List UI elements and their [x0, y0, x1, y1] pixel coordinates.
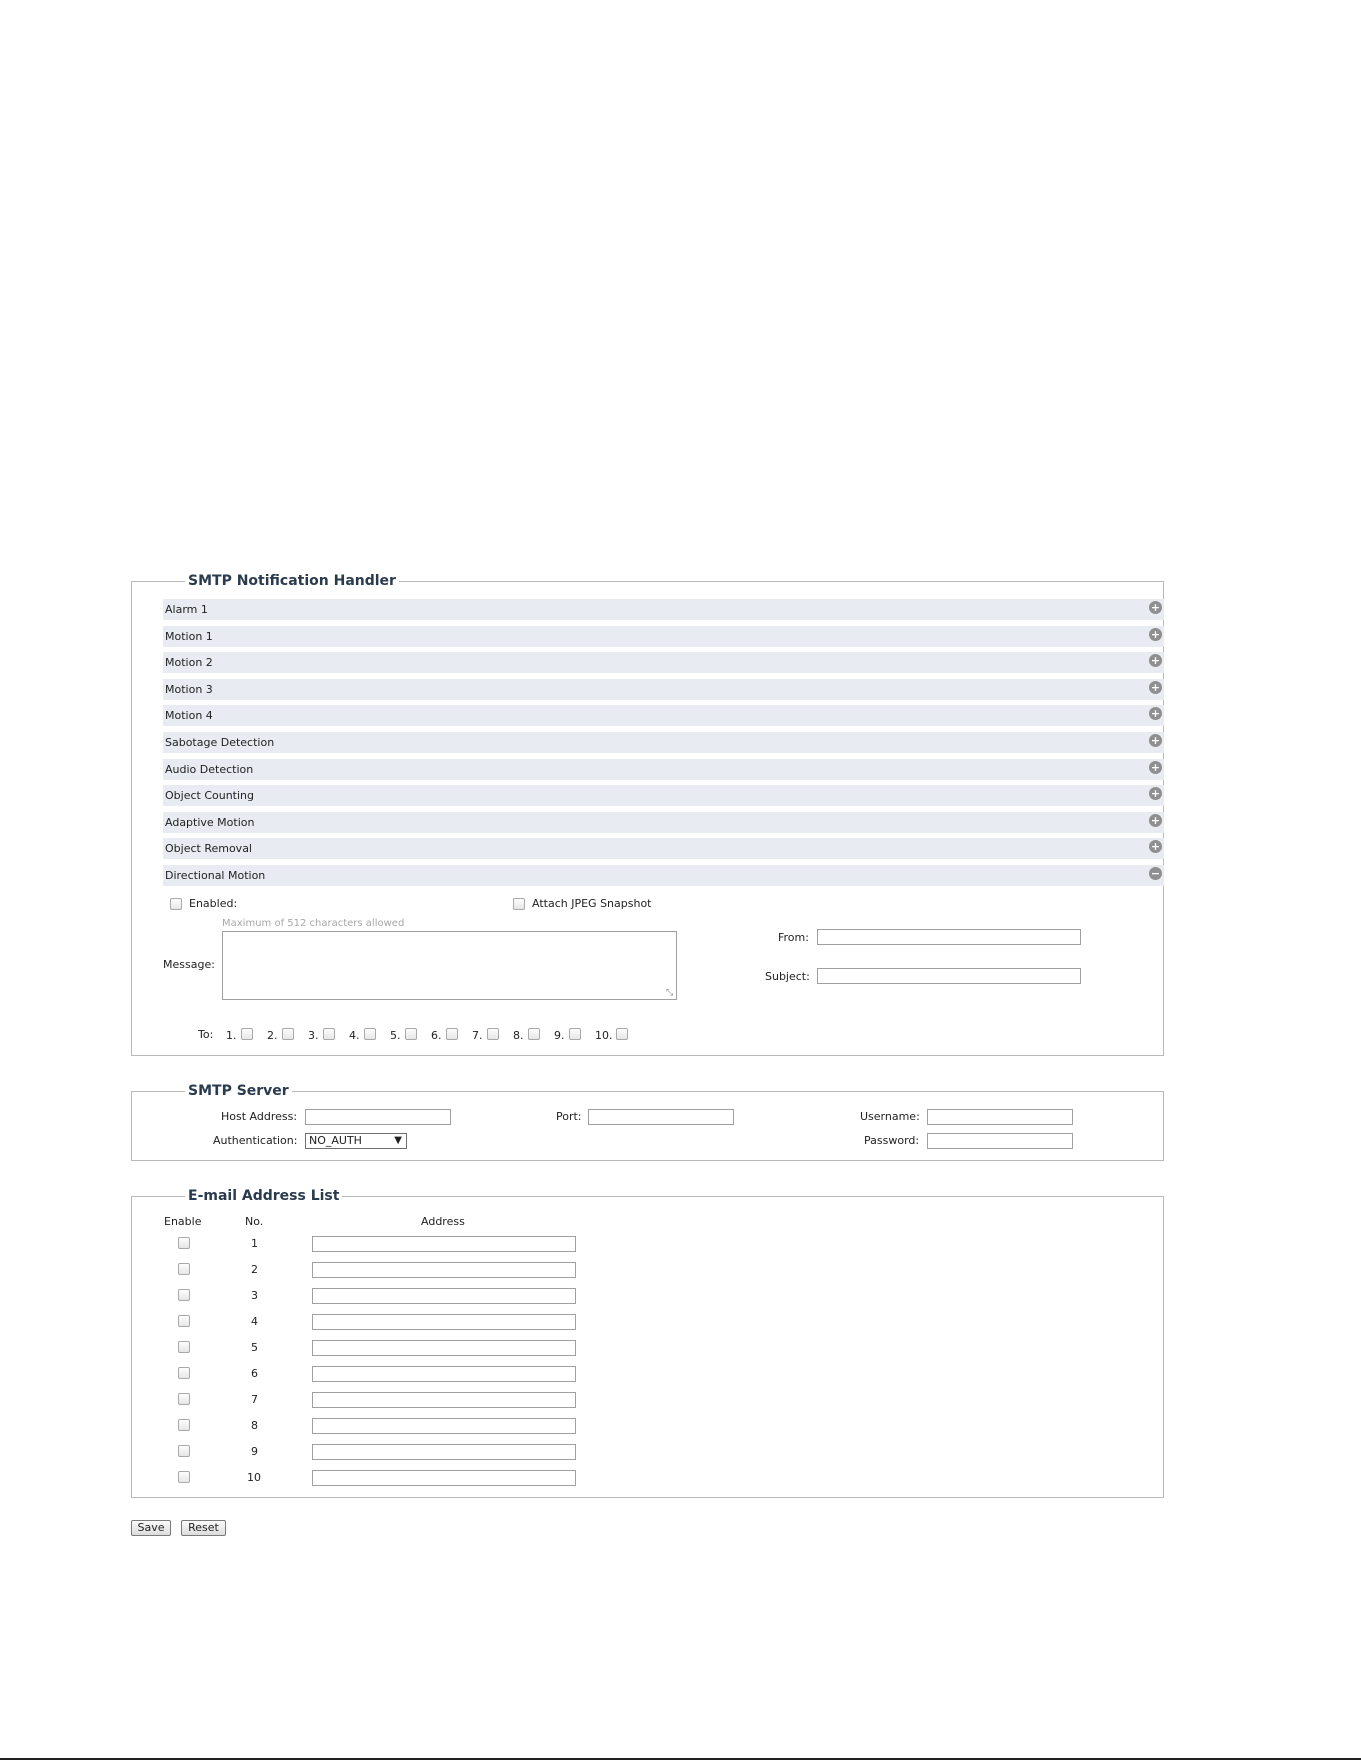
email-address-input[interactable]: [312, 1366, 576, 1382]
event-label: Alarm 1: [165, 603, 208, 616]
email-enable-checkbox[interactable]: [178, 1341, 190, 1353]
to-option-label: 6.: [431, 1029, 442, 1042]
to-option-label: 9.: [554, 1029, 565, 1042]
email-address-list-panel: [131, 1188, 1164, 1498]
email-enable-checkbox[interactable]: [178, 1237, 190, 1249]
attach-jpeg-label: Attach JPEG Snapshot: [532, 897, 652, 910]
event-row[interactable]: [163, 732, 1164, 753]
event-row[interactable]: [163, 679, 1164, 700]
email-row-number: 7: [251, 1393, 258, 1406]
event-row[interactable]: [163, 652, 1164, 673]
reset-button[interactable]: Reset: [181, 1520, 226, 1536]
to-option-label: 4.: [349, 1029, 360, 1042]
email-enable-checkbox[interactable]: [178, 1263, 190, 1275]
password-input[interactable]: [927, 1133, 1073, 1149]
smtp-server-panel: [131, 1083, 1164, 1161]
message-textarea[interactable]: [222, 931, 677, 1000]
event-row[interactable]: [163, 626, 1164, 647]
from-input[interactable]: [817, 929, 1081, 945]
email-row-number: 8: [251, 1419, 258, 1432]
event-label: Motion 2: [165, 656, 213, 670]
host-address-label: Host Address:: [221, 1110, 298, 1123]
event-label: Motion 1: [165, 629, 213, 643]
event-label: Object Removal: [165, 842, 252, 856]
event-label: Sabotage Detection: [165, 736, 275, 749]
event-label: Directional Motion: [165, 869, 266, 882]
event-row[interactable]: [163, 812, 1164, 833]
plus-circle-icon[interactable]: +: [1150, 760, 1161, 774]
subject-label: Subject:: [765, 970, 810, 983]
event-label: Adaptive Motion: [165, 815, 255, 829]
to-recipient-checkbox[interactable]: [241, 1028, 253, 1040]
event-label: Motion 4: [165, 709, 213, 723]
attach-jpeg-checkbox[interactable]: [513, 898, 525, 910]
to-option-label: 2.: [267, 1029, 278, 1042]
email-row-number: 6: [251, 1367, 258, 1380]
to-option-label: 5.: [390, 1029, 401, 1042]
to-recipient-checkbox[interactable]: [487, 1028, 499, 1040]
plus-circle-icon[interactable]: +: [1150, 680, 1161, 694]
port-input[interactable]: [588, 1109, 734, 1125]
event-row[interactable]: [163, 599, 1164, 620]
event-row[interactable]: [163, 838, 1164, 859]
event-row[interactable]: [163, 865, 1164, 886]
email-enable-checkbox[interactable]: [178, 1471, 190, 1483]
smtp-notification-handler-panel: [131, 573, 1164, 1056]
section-title: SMTP Notification Handler: [185, 572, 399, 590]
resize-grip-icon[interactable]: ⤡: [666, 988, 674, 998]
page-bottom-rule: [0, 1758, 1361, 1760]
column-header-enable: Enable: [164, 1215, 202, 1228]
plus-circle-icon[interactable]: +: [1150, 734, 1161, 747]
email-enable-checkbox[interactable]: [178, 1419, 190, 1431]
email-address-input[interactable]: [312, 1314, 576, 1330]
column-header-address: Address: [421, 1215, 465, 1228]
message-label: Message:: [163, 958, 215, 971]
from-label: From:: [778, 931, 809, 944]
email-address-input[interactable]: [312, 1418, 576, 1434]
plus-circle-icon[interactable]: +: [1150, 627, 1161, 641]
password-label: Password:: [864, 1134, 920, 1147]
port-label: Port:: [556, 1110, 582, 1123]
email-enable-checkbox[interactable]: [178, 1393, 190, 1405]
dropdown-arrow-icon: ▼: [394, 1135, 402, 1146]
email-row-number: 1: [251, 1237, 258, 1250]
plus-circle-icon[interactable]: +: [1150, 601, 1161, 614]
authentication-value: NO_AUTH: [309, 1134, 362, 1147]
to-recipient-checkbox[interactable]: [616, 1028, 628, 1040]
to-option-label: 7.: [472, 1029, 483, 1042]
username-input[interactable]: [927, 1109, 1073, 1125]
subject-input[interactable]: [817, 968, 1081, 984]
plus-circle-icon[interactable]: +: [1150, 840, 1161, 854]
event-label: Audio Detection: [165, 762, 254, 776]
authentication-label: Authentication:: [213, 1134, 298, 1147]
email-row-number: 2: [251, 1263, 258, 1276]
to-option-label: 3.: [308, 1029, 319, 1042]
event-row[interactable]: [163, 759, 1164, 780]
event-label: Motion 3: [165, 682, 213, 696]
email-enable-checkbox[interactable]: [178, 1289, 190, 1301]
section-title: E-mail Address List: [185, 1187, 342, 1205]
plus-circle-icon[interactable]: +: [1150, 654, 1161, 668]
plus-circle-icon[interactable]: +: [1150, 787, 1161, 801]
enabled-checkbox[interactable]: [170, 898, 182, 910]
to-option-label: 1.: [226, 1029, 237, 1042]
to-recipient-checkbox[interactable]: [364, 1028, 376, 1040]
email-address-input[interactable]: [312, 1340, 576, 1356]
username-label: Username:: [860, 1110, 920, 1123]
event-label: Object Counting: [165, 789, 254, 803]
to-recipient-checkbox[interactable]: [569, 1028, 581, 1040]
to-option-label: 8.: [513, 1029, 524, 1042]
to-recipient-checkbox[interactable]: [323, 1028, 335, 1040]
to-recipient-checkbox[interactable]: [446, 1028, 458, 1040]
plus-circle-icon[interactable]: +: [1150, 707, 1161, 721]
section-title: SMTP Server: [185, 1082, 292, 1100]
enabled-label: Enabled:: [189, 897, 238, 910]
email-address-input[interactable]: [312, 1236, 576, 1252]
email-address-input[interactable]: [312, 1470, 576, 1486]
email-enable-checkbox[interactable]: [178, 1445, 190, 1457]
to-label: To:: [198, 1028, 214, 1041]
email-address-input[interactable]: [312, 1262, 576, 1278]
email-address-input[interactable]: [312, 1392, 576, 1408]
authentication-select[interactable]: [305, 1133, 407, 1149]
minus-circle-icon[interactable]: −: [1150, 867, 1161, 880]
email-row-number: 9: [251, 1445, 258, 1458]
to-recipient-checkbox[interactable]: [405, 1028, 417, 1040]
email-enable-checkbox[interactable]: [178, 1315, 190, 1327]
to-recipient-checkbox[interactable]: [528, 1028, 540, 1040]
message-hint: Maximum of 512 characters allowed: [222, 918, 405, 929]
email-row-number: 10: [247, 1471, 261, 1484]
email-row-number: 5: [251, 1341, 258, 1354]
email-row-number: 3: [251, 1289, 258, 1302]
email-row-number: 4: [251, 1315, 258, 1328]
event-row[interactable]: [163, 785, 1164, 806]
email-enable-checkbox[interactable]: [178, 1367, 190, 1379]
save-button[interactable]: Save: [131, 1520, 171, 1536]
plus-circle-icon[interactable]: +: [1150, 813, 1161, 827]
host-address-input[interactable]: [305, 1109, 451, 1125]
to-option-label: 10.: [595, 1029, 613, 1042]
email-address-input[interactable]: [312, 1444, 576, 1460]
email-address-input[interactable]: [312, 1288, 576, 1304]
column-header-no: No.: [245, 1215, 264, 1228]
to-recipient-checkbox[interactable]: [282, 1028, 294, 1040]
event-row[interactable]: [163, 705, 1164, 726]
